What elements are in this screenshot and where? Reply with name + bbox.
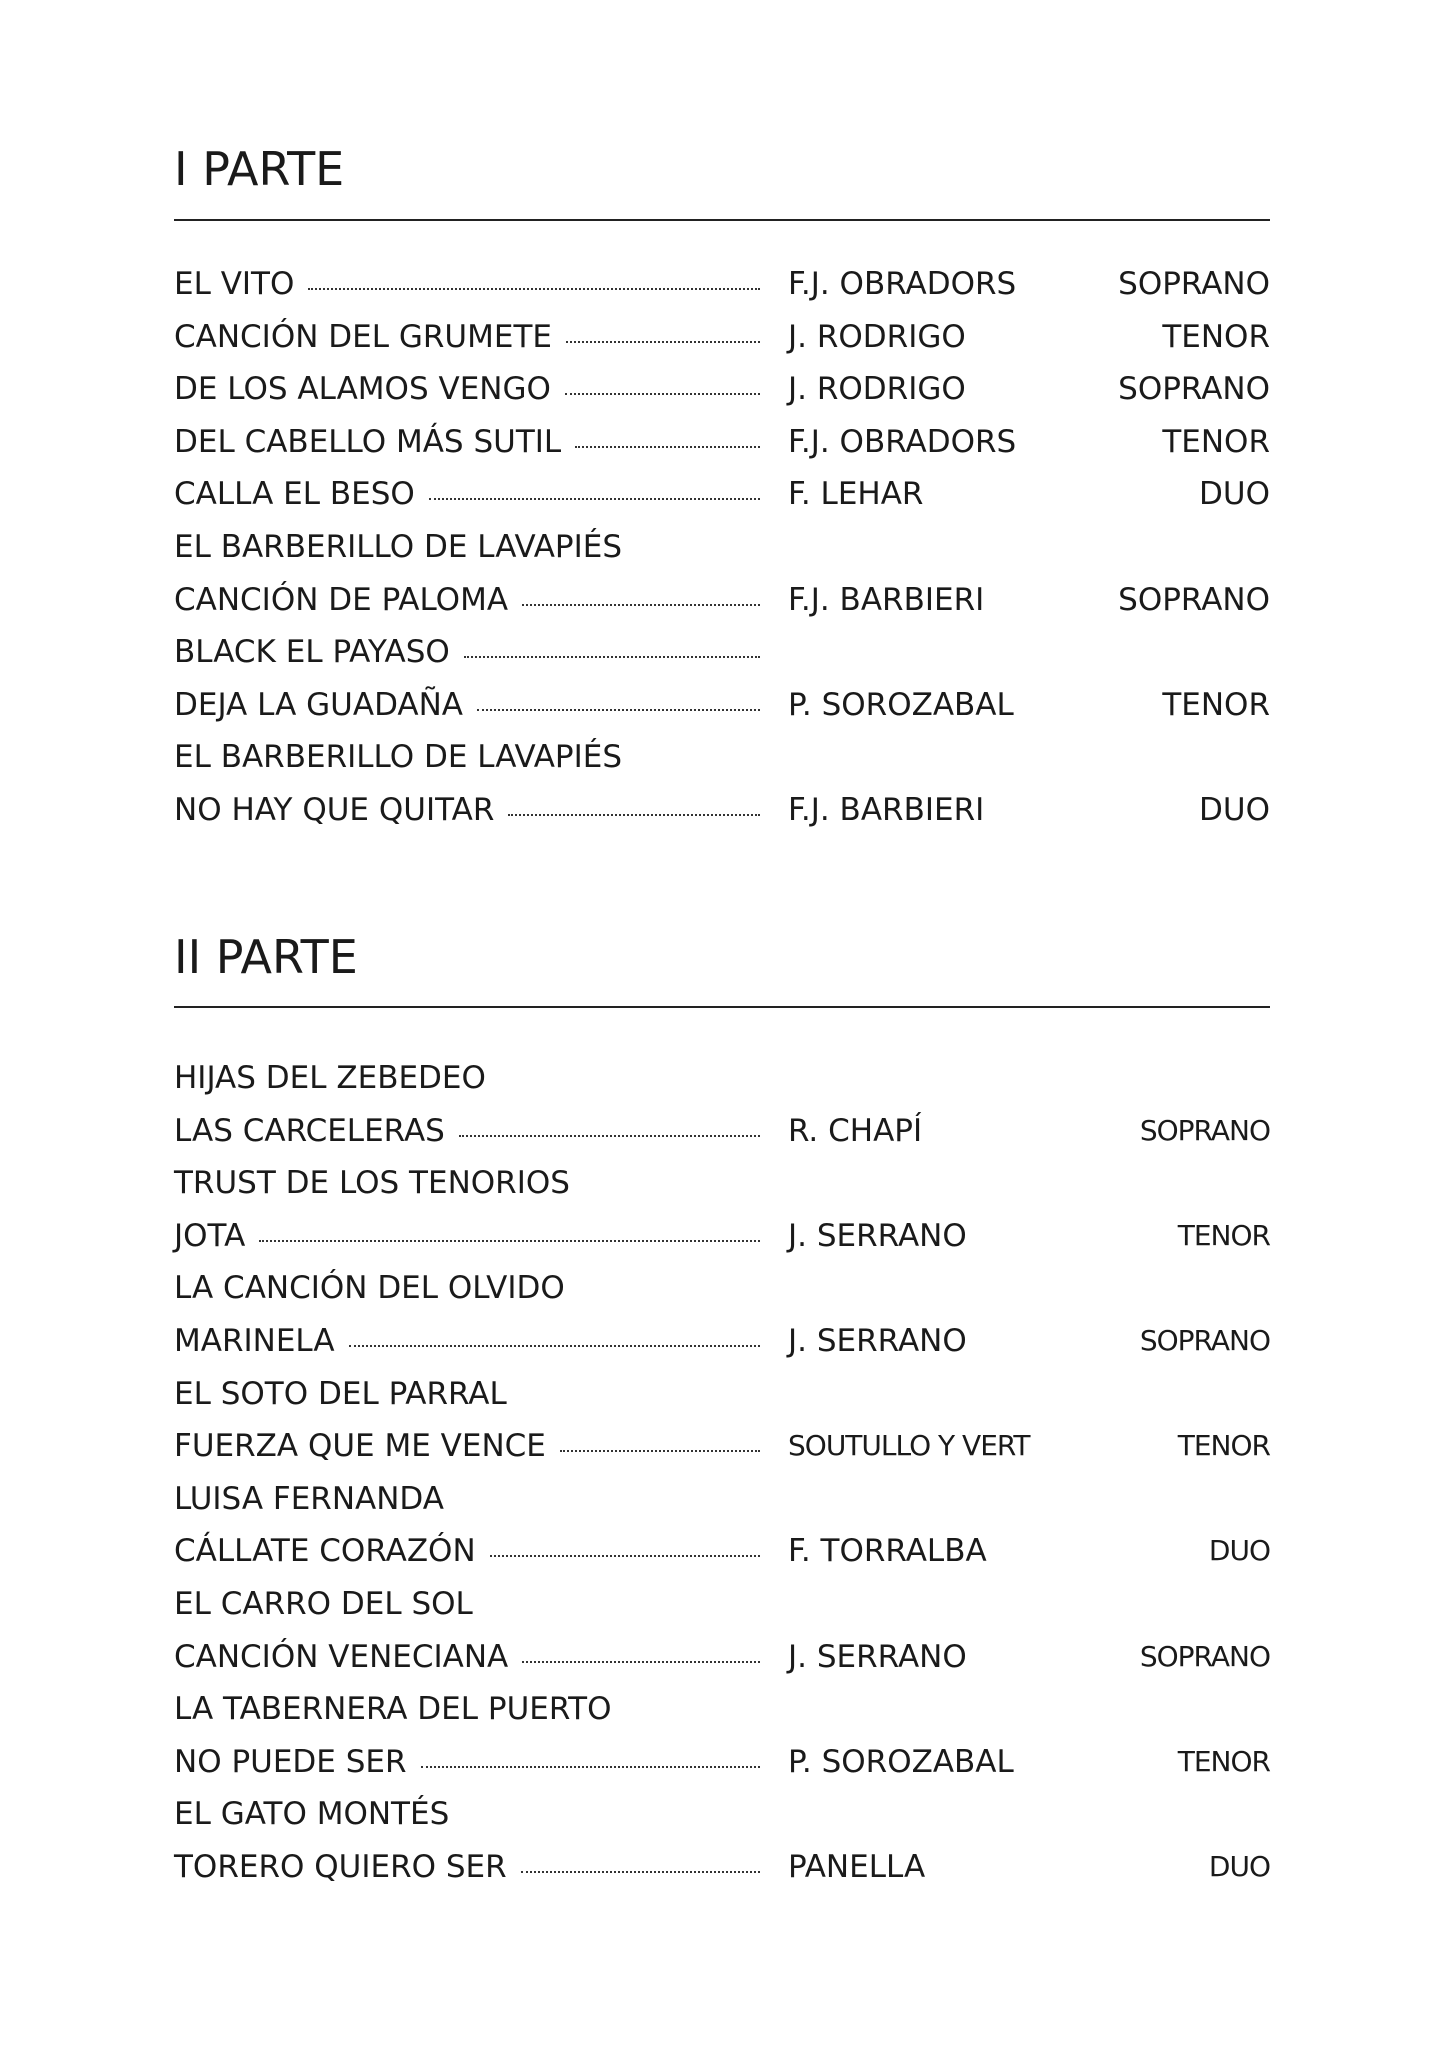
voice-type: TENOR [1162,318,1270,355]
piece-title: MARINELA [174,1322,335,1359]
piece-title: CALLA EL BESO [174,476,415,513]
piece-title: CÁLLATE CORAZÓN [174,1533,476,1570]
composer-name: F.J. BARBIERI [788,581,985,618]
piece-title-cell [174,1788,760,1841]
piece-title: DEL CABELLO MÁS SUTIL [174,423,562,460]
composer-name: P. SOROZABAL [788,1743,1014,1780]
program-row [174,1210,1270,1263]
piece-title-cell [174,416,760,469]
program-row [174,311,1270,364]
piece-title: CANCIÓN DE PALOMA [174,581,509,618]
piece-title-cell [174,1473,760,1526]
program-row [174,1315,1270,1368]
piece-title: LAS CARCELERAS [174,1112,445,1149]
program-row [174,1105,1270,1158]
piece-title: JOTA [174,1217,246,1254]
piece-title: BLACK EL PAYASO [174,634,450,671]
program-row [174,258,1270,311]
dot-leader [566,339,760,343]
composer-name: F.J. BARBIERI [788,791,985,828]
composer-name: F. LEHAR [788,476,924,513]
voice-type: TENOR [1177,1744,1270,1778]
piece-title: LA CANCIÓN DEL OLVIDO [174,1270,565,1307]
voice-type: SOPRANO [1139,1323,1270,1357]
dot-leader [259,1238,760,1242]
piece-title-cell [174,468,760,521]
piece-title-cell [174,626,760,679]
piece-title-cell [174,574,760,627]
program-row [174,626,1270,679]
dot-leader [560,1448,760,1452]
piece-title: EL SOTO DEL PARRAL [174,1375,507,1412]
piece-title: EL BARBERILLO DE LAVAPIÉS [174,739,623,776]
piece-title-cell [174,1683,760,1736]
piece-title: TRUST DE LOS TENORIOS [174,1165,570,1202]
program-row [174,363,1270,416]
dot-leader [349,1343,760,1347]
composer-name: J. RODRIGO [788,371,966,408]
voice-type: TENOR [1177,1218,1270,1252]
piece-title: FUERZA QUE ME VENCE [174,1428,546,1465]
voice-type: SOPRANO [1118,371,1270,408]
dot-leader [565,391,760,395]
dot-leader [490,1553,760,1557]
program-row [174,1736,1270,1789]
piece-title-cell [174,521,760,574]
voice-type: SOPRANO [1139,1113,1270,1147]
piece-title-cell [174,1157,760,1210]
piece-title: EL BARBERILLO DE LAVAPIÉS [174,528,623,565]
voice-type: SOPRANO [1118,266,1270,302]
dot-leader [421,1764,760,1768]
composer-name: F. TORRALBA [788,1533,987,1570]
dot-leader [575,444,760,448]
program-row [174,574,1270,627]
composer-name: P. SOROZABAL [788,686,1014,723]
dot-leader [477,707,760,711]
dot-leader [308,286,760,290]
section-title-ii-parte: II PARTE [174,930,358,984]
piece-title: NO PUEDE SER [174,1743,407,1780]
voice-type: SOPRANO [1139,1639,1270,1673]
program-row [174,416,1270,469]
program-row [174,1578,1270,1631]
piece-title: LUISA FERNANDA [174,1480,444,1517]
program-row [174,1420,1270,1473]
piece-title-cell [174,1631,760,1684]
piece-title: NO HAY QUE QUITAR [174,791,495,828]
voice-type: DUO [1208,1534,1270,1568]
program-row [174,1262,1270,1315]
composer-name: PANELLA [788,1848,926,1885]
piece-title: LA TABERNERA DEL PUERTO [174,1691,612,1728]
program-row [174,731,1270,784]
composer-name: J. RODRIGO [788,318,966,355]
piece-title-cell [174,1262,760,1315]
composer-name: J. SERRANO [788,1217,967,1254]
section-title-i-parte: I PARTE [174,142,345,196]
piece-title-cell [174,363,760,416]
piece-title: EL VITO [174,266,295,302]
piece-title-cell [174,731,760,784]
piece-title-cell [174,1841,760,1894]
program-row [174,521,1270,574]
program-list-ii-parte [174,1052,1270,1894]
piece-title-cell [174,1105,760,1158]
program-row [174,468,1270,521]
composer-name: J. SERRANO [788,1322,967,1359]
composer-name: R. CHAPÍ [788,1112,923,1149]
voice-type: SOPRANO [1118,581,1270,618]
program-row [174,1157,1270,1210]
voice-type: DUO [1199,476,1270,513]
piece-title-cell [174,311,760,364]
piece-title: CANCIÓN DEL GRUMETE [174,318,552,355]
piece-title-cell [174,1315,760,1368]
dot-leader [459,1133,760,1137]
section-divider [174,219,1270,221]
piece-title: HIJAS DEL ZEBEDEO [174,1060,486,1096]
voice-type: DUO [1199,791,1270,828]
program-row [174,784,1270,837]
dot-leader [429,496,760,500]
piece-title-cell [174,1052,760,1105]
piece-title-cell [174,1368,760,1421]
section-divider [174,1006,1270,1008]
piece-title-cell [174,1736,760,1789]
composer-name: F.J. OBRADORS [788,266,1017,302]
piece-title: DEJA LA GUADAÑA [174,686,464,723]
piece-title: TORERO QUIERO SER [174,1848,507,1885]
program-row [174,1631,1270,1684]
dot-leader [522,602,760,606]
program-row [174,1841,1270,1894]
piece-title-cell [174,784,760,837]
voice-type: TENOR [1177,1429,1270,1463]
piece-title-cell [174,1525,760,1578]
dot-leader [508,812,760,816]
voice-type: TENOR [1162,686,1270,723]
program-row [174,1683,1270,1736]
piece-title: EL CARRO DEL SOL [174,1585,473,1622]
composer-name: J. SERRANO [788,1638,967,1675]
voice-type: DUO [1208,1849,1270,1883]
program-row [174,1052,1270,1105]
program-row [174,1473,1270,1526]
piece-title-cell [174,1578,760,1631]
dot-leader [464,654,760,658]
composer-name: SOUTULLO Y VERT [788,1429,1030,1463]
piece-title: EL GATO MONTÉS [174,1796,450,1833]
program-list-i-parte [174,258,1270,837]
dot-leader [522,1659,760,1663]
voice-type: TENOR [1162,423,1270,460]
program-row [174,1368,1270,1421]
piece-title-cell [174,679,760,732]
dot-leader [521,1869,760,1873]
piece-title-cell [174,258,760,311]
piece-title-cell [174,1210,760,1263]
program-row [174,1525,1270,1578]
piece-title: CANCIÓN VENECIANA [174,1638,509,1675]
piece-title-cell [174,1420,760,1473]
program-row [174,1788,1270,1841]
program-row [174,679,1270,732]
piece-title: DE LOS ALAMOS VENGO [174,371,551,408]
composer-name: F.J. OBRADORS [788,423,1017,460]
